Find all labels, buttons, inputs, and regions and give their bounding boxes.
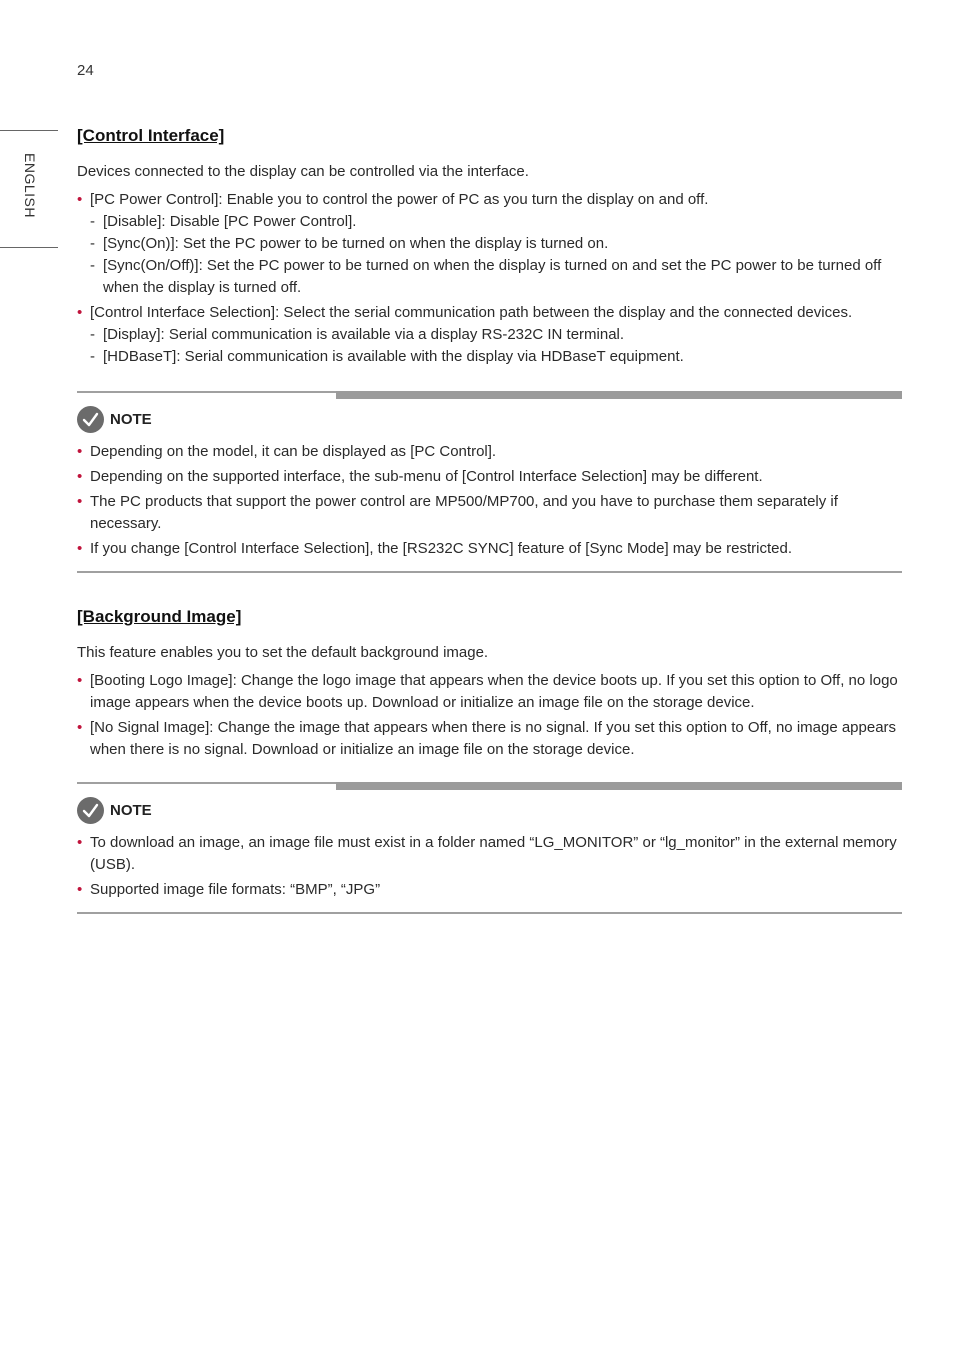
note-list (77, 441, 902, 560)
list-item: • Depending on the model, it can be displayed as [PC Control]. (77, 441, 902, 463)
list-item: • Supported image file formats: “BMP”, “JPG” (77, 879, 902, 901)
section-background-image (77, 605, 902, 914)
list-item: • Depending on the supported interface, the sub-menu of [Control Interface Selection] may be different. (77, 466, 902, 488)
page-content (77, 124, 902, 914)
checkmark-icon (77, 406, 104, 433)
sub-item: - [Sync(On)]: Set the PC power to be turned on when the display is turned on. (90, 233, 902, 255)
list-item: • To download an image, an image file must exist in a folder named “LG_MONITOR” or “lg_monitor” in the external memory (USB). (77, 832, 902, 876)
list-item-text: [Control Interface Selection]: Select the serial communication path between the display and the connected devices. (90, 304, 853, 321)
language-tab (0, 130, 58, 248)
list-item (77, 302, 902, 368)
list-item: • If you change [Control Interface Selection], the [RS232C SYNC] feature of [Sync Mode] may be restricted. (77, 538, 902, 560)
note-box (77, 391, 902, 573)
section-intro: Devices connected to the display can be controlled via the interface. (77, 163, 529, 180)
sub-list (90, 211, 902, 299)
note-title: NOTE (110, 411, 152, 428)
list-item (77, 189, 902, 299)
note-header (77, 406, 902, 433)
list-item-text: [No Signal Image]: Change the image that appears when there is no signal. If you set this option to Off, no image appears when there is no signal. Download or initialize an image file on the storage device. (90, 719, 897, 758)
checkmark-icon (77, 797, 104, 824)
section-intro: This feature enables you to set the default background image. (77, 644, 489, 661)
list-item (77, 670, 902, 714)
sub-list (90, 324, 902, 368)
bullet-list (77, 670, 902, 761)
list-item (77, 717, 902, 761)
page-number: 24 (77, 62, 94, 79)
sub-item: - [Disable]: Disable [PC Power Control]. (90, 211, 902, 233)
sub-item: - [Display]: Serial communication is available via a display RS-232C IN terminal. (90, 324, 902, 346)
note-title: NOTE (110, 802, 152, 819)
section-heading: [Background Image] (77, 607, 242, 626)
section-control-interface (77, 124, 902, 573)
list-item-text: [PC Power Control]: Enable you to control the power of PC as you turn the display on and off. (90, 191, 709, 208)
bullet-list (77, 189, 902, 368)
note-box (77, 782, 902, 914)
note-list (77, 832, 902, 901)
list-item: • The PC products that support the power control are MP500/MP700, and you have to purchase them separately if necessary. (77, 491, 902, 535)
sub-item: - [HDBaseT]: Serial communication is available with the display via HDBaseT equipment. (90, 346, 902, 368)
section-heading: [Control Interface] (77, 126, 225, 145)
list-item-text: [Booting Logo Image]: Change the logo image that appears when the device boots up. If you set this option to Off, no logo image appears when the device boots up. Download or initialize an image file on the storage device. (90, 672, 898, 711)
sub-item: - [Sync(On/Off)]: Set the PC power to be turned on when the display is turned on and set the PC power to be turned off when the display is turned off. (90, 255, 902, 299)
language-tab-label: ENGLISH (22, 153, 38, 218)
note-header (77, 797, 902, 824)
